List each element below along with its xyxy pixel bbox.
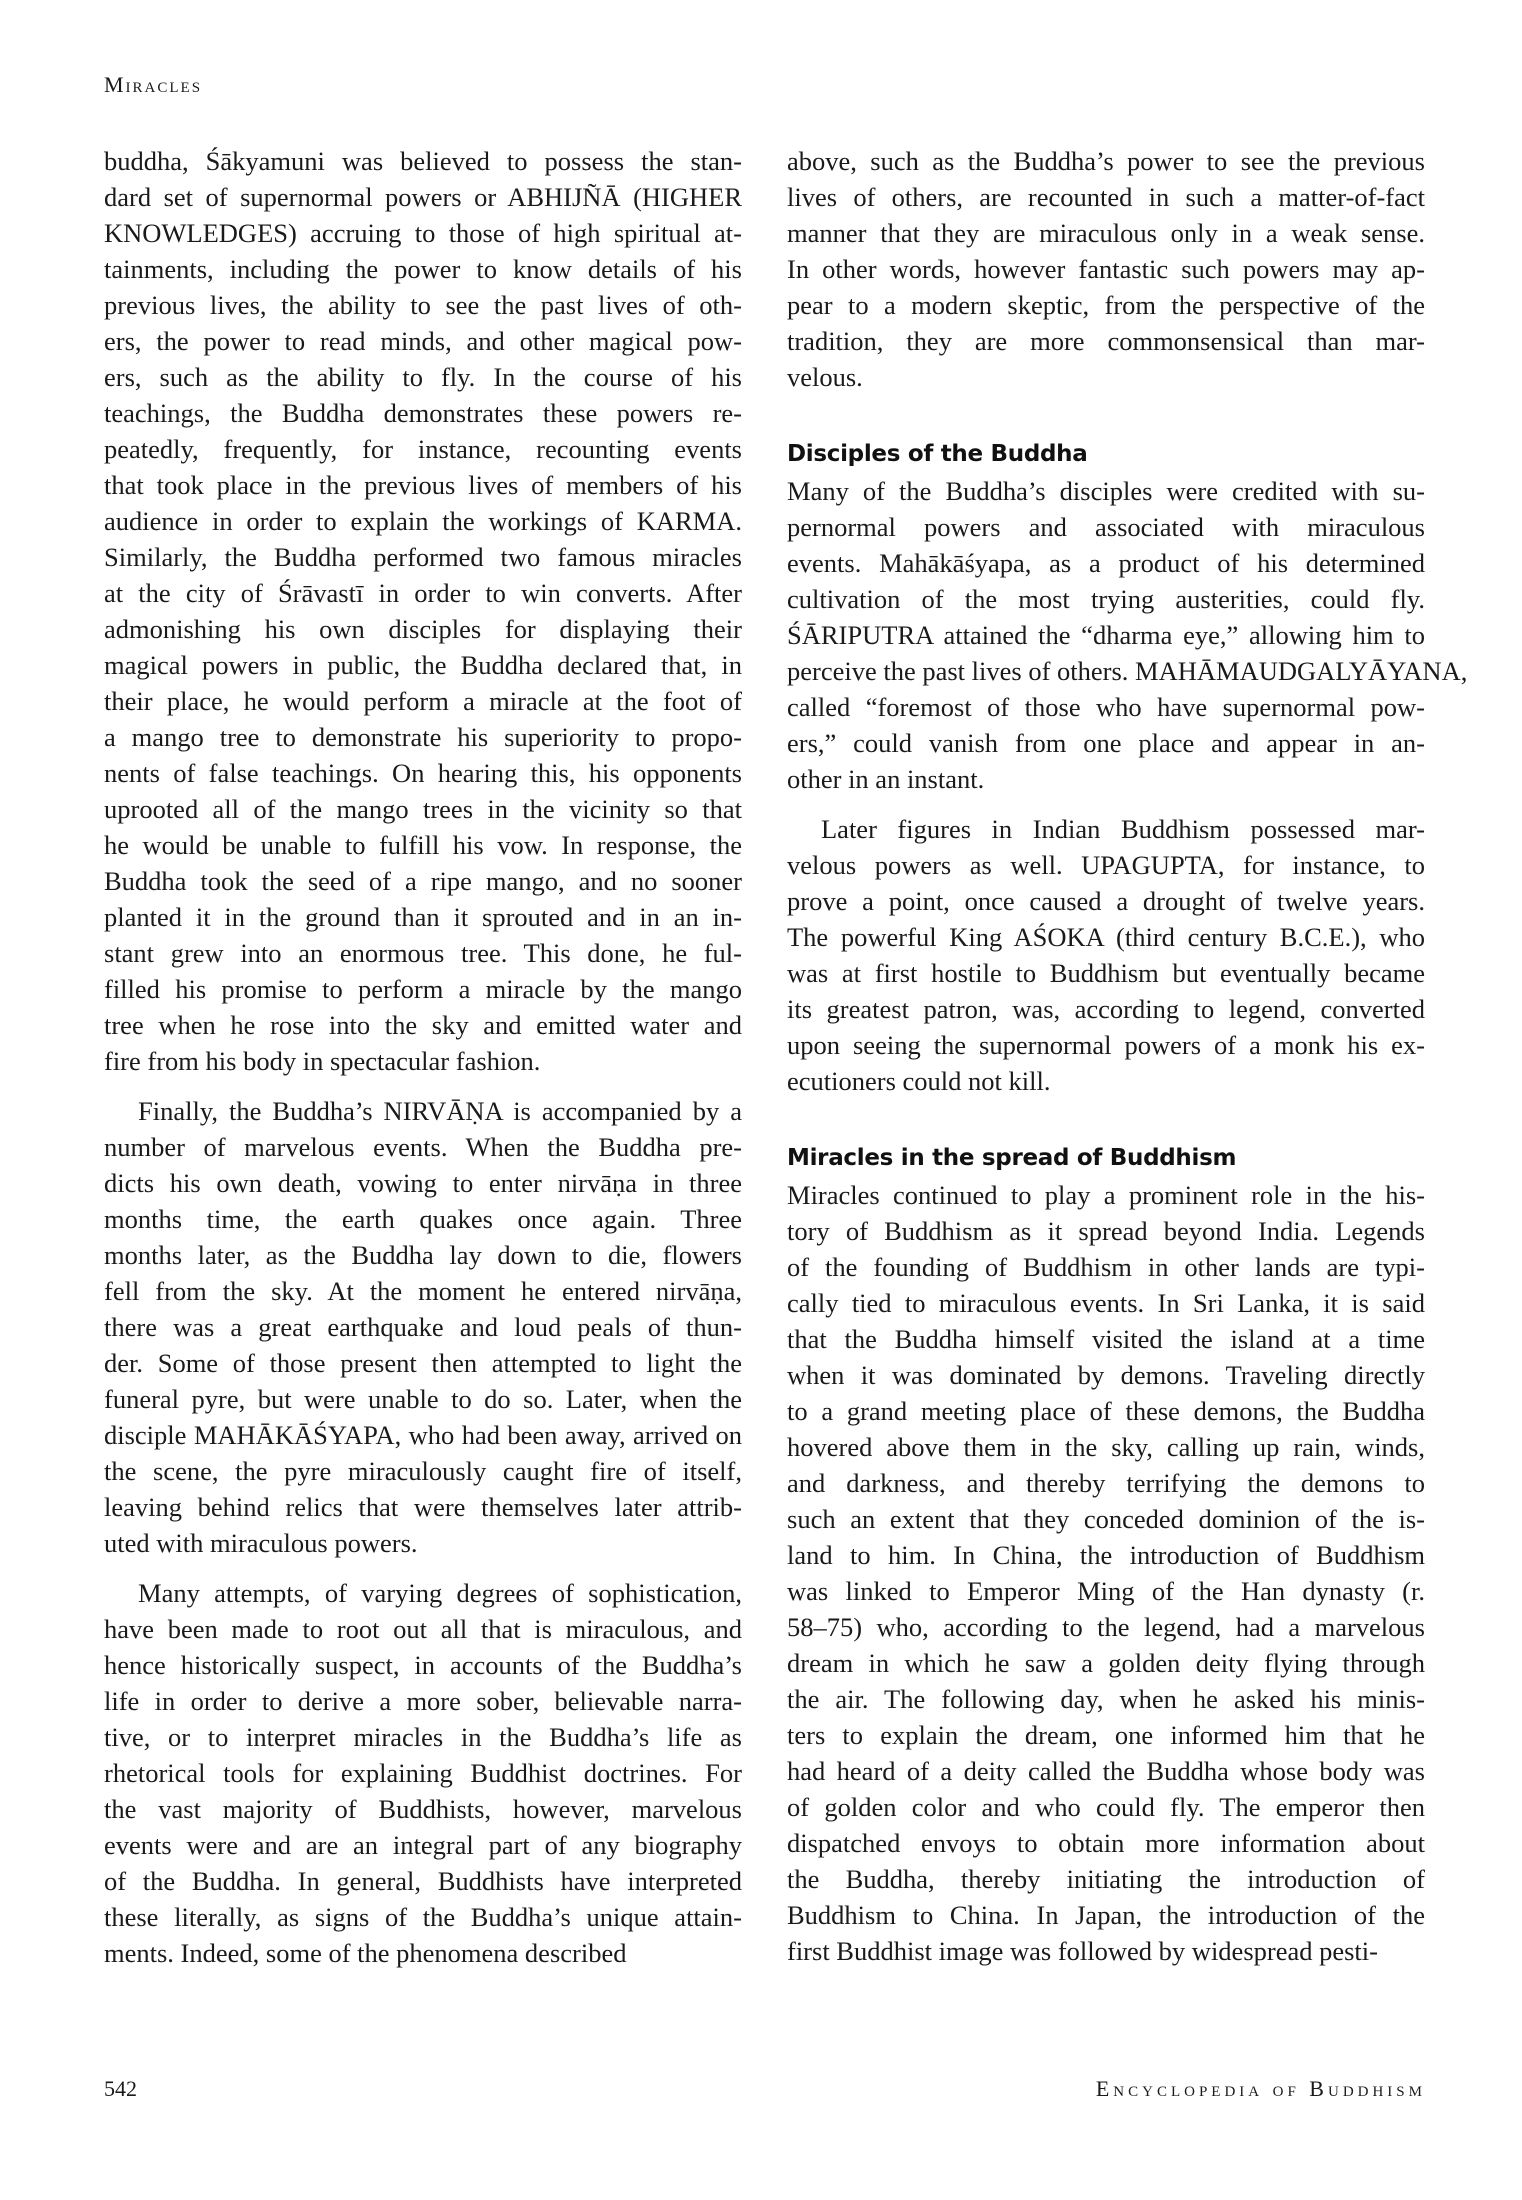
text-line: that took place in the previous lives of members of his <box>104 470 742 500</box>
text-line: prove a point, once caused a drought of twelve years. <box>787 886 1425 916</box>
text-line: tainments, including the power to know details of his <box>104 254 742 284</box>
section-heading: Disciples of the Buddha <box>787 441 1088 467</box>
text-line: cultivation of the most trying austerities, could fly. <box>787 584 1425 614</box>
text-line: Many of the Buddha’s disciples were credited with su- <box>787 476 1425 506</box>
text-line: previous lives, the ability to see the past lives of oth- <box>104 290 742 320</box>
section-heading: Miracles in the spread of Buddhism <box>787 1145 1237 1171</box>
text-line: ers,” could vanish from one place and appear in an- <box>787 728 1425 758</box>
text-line: dispatched envoys to obtain more information about <box>787 1828 1425 1858</box>
paragraph <box>104 1093 742 1561</box>
paragraph <box>787 811 1425 1099</box>
text-line: audience in order to explain the workings of KARMA. <box>104 506 742 536</box>
spacer <box>787 395 1425 435</box>
text-line: Buddhism to China. In Japan, the introduction of the <box>787 1900 1425 1930</box>
text-line: velous. <box>787 362 863 392</box>
text-line: dicts his own death, vowing to enter nirvāṇa in three <box>104 1168 742 1198</box>
publication-title: Encyclopedia of Buddhism <box>1095 2076 1426 2101</box>
text-line: cally tied to miraculous events. In Sri Lanka, it is said <box>787 1288 1425 1318</box>
text-line: uprooted all of the mango trees in the vicinity so that <box>104 794 742 824</box>
text-line: Later figures in Indian Buddhism possessed mar- <box>821 814 1425 844</box>
text-line: The powerful King AŚOKA (third century B.C.E.), who <box>787 922 1425 952</box>
text-line: there was a great earthquake and loud peals of thun- <box>104 1312 742 1342</box>
text-line: perceive the past lives of others. MAHĀMAUDGALYĀYANA, <box>787 656 1468 686</box>
paragraph <box>787 1177 1425 1969</box>
text-line: Buddha took the seed of a ripe mango, and no sooner <box>104 866 742 896</box>
text-line: manner that they are miraculous only in a weak sense. <box>787 218 1425 248</box>
text-line: land to him. In China, the introduction of Buddhism <box>787 1540 1425 1570</box>
spacer <box>787 1099 1425 1139</box>
paragraph <box>104 1575 742 1971</box>
text-line: filled his promise to perform a miracle by the mango <box>104 974 742 1004</box>
text-line: ers, such as the ability to fly. In the course of his <box>104 362 742 392</box>
text-line: 58–75) who, according to the legend, had a marvelous <box>787 1612 1425 1642</box>
text-line: tree when he rose into the sky and emitted water and <box>104 1010 742 1040</box>
text-line: pear to a modern skeptic, from the perspective of the <box>787 290 1425 320</box>
text-line: Miracles continued to play a prominent role in the his- <box>787 1180 1425 1210</box>
text-line: when it was dominated by demons. Traveling directly <box>787 1360 1425 1390</box>
text-line: months time, the earth quakes once again. Three <box>104 1204 742 1234</box>
text-line: have been made to root out all that is miraculous, and <box>104 1614 742 1644</box>
text-line: Many attempts, of varying degrees of sophistication, <box>138 1578 742 1608</box>
text-line: admonishing his own disciples for displaying their <box>104 614 742 644</box>
text-line: fire from his body in spectacular fashion. <box>104 1046 541 1076</box>
text-line: leaving behind relics that were themselves later attrib- <box>104 1492 742 1522</box>
text-line: upon seeing the supernormal powers of a monk his ex- <box>787 1030 1425 1060</box>
text-line: planted it in the ground than it sprouted and in an in- <box>104 902 742 932</box>
text-line: peatedly, frequently, for instance, recounting events <box>104 434 742 464</box>
text-line: lives of others, are recounted in such a matter-of-fact <box>787 182 1425 212</box>
text-line: In other words, however fantastic such powers may ap- <box>787 254 1425 284</box>
right-column <box>787 143 1468 1969</box>
text-line: the Buddha, thereby initiating the introduction of <box>787 1864 1425 1894</box>
text-line: velous powers as well. UPAGUPTA, for instance, to <box>787 850 1425 880</box>
text-line: tradition, they are more commonsensical than mar- <box>787 326 1425 356</box>
text-line: its greatest patron, was, according to legend, converted <box>787 994 1425 1024</box>
text-line: der. Some of those present then attempted to light the <box>104 1348 742 1378</box>
text-line: at the city of Śrāvastī in order to win converts. After <box>104 578 742 608</box>
text-line: fell from the sky. At the moment he entered nirvāṇa, <box>104 1276 742 1306</box>
text-line: of golden color and who could fly. The emperor then <box>787 1792 1425 1822</box>
text-line: pernormal powers and associated with miraculous <box>787 512 1425 542</box>
page-number: 542 <box>104 2076 137 2101</box>
text-line: tive, or to interpret miracles in the Buddha’s life as <box>104 1722 742 1752</box>
text-line: a mango tree to demonstrate his superiority to propo- <box>104 722 742 752</box>
spacer <box>787 797 1425 811</box>
text-line: number of marvelous events. When the Buddha pre- <box>104 1132 742 1162</box>
text-line: months later, as the Buddha lay down to die, flowers <box>104 1240 742 1270</box>
text-line: rhetorical tools for explaining Buddhist doctrines. For <box>104 1758 742 1788</box>
text-line: their place, he would perform a miracle at the foot of <box>104 686 742 716</box>
text-line: Similarly, the Buddha performed two famous miracles <box>104 542 742 572</box>
paragraph <box>787 473 1468 797</box>
spacer <box>104 1561 742 1575</box>
text-line: ŚĀRIPUTRA attained the “dharma eye,” allowing him to <box>787 620 1425 650</box>
text-line: dard set of supernormal powers or ABHIJÑĀ (HIGHER <box>104 182 742 212</box>
text-line: called “foremost of those who have supernormal pow- <box>787 692 1425 722</box>
text-line: buddha, Śākyamuni was believed to possess the stan- <box>104 146 742 176</box>
text-line: the vast majority of Buddhists, however, marvelous <box>104 1794 742 1824</box>
text-line: events were and are an integral part of any biography <box>104 1830 742 1860</box>
text-line: magical powers in public, the Buddha declared that, in <box>104 650 742 680</box>
text-line: tory of Buddhism as it spread beyond India. Legends <box>787 1216 1425 1246</box>
text-line: the scene, the pyre miraculously caught fire of itself, <box>104 1456 742 1486</box>
text-line: first Buddhist image was followed by widespread pesti- <box>787 1936 1378 1966</box>
text-line: uted with miraculous powers. <box>104 1528 418 1558</box>
paragraph <box>104 143 742 1079</box>
text-line: was at first hostile to Buddhism but eventually became <box>787 958 1425 988</box>
text-line: hovered above them in the sky, calling up rain, winds, <box>787 1432 1425 1462</box>
text-line: had heard of a deity called the Buddha whose body was <box>787 1756 1425 1786</box>
text-line: such an extent that they conceded dominion of the is- <box>787 1504 1425 1534</box>
text-line: hence historically suspect, in accounts of the Buddha’s <box>104 1650 742 1680</box>
text-line: life in order to derive a more sober, believable narra- <box>104 1686 742 1716</box>
text-line: Finally, the Buddha’s NIRVĀṆA is accompanied by a <box>138 1096 742 1126</box>
text-line: of the Buddha. In general, Buddhists have interpreted <box>104 1866 742 1896</box>
text-line: nents of false teachings. On hearing this, his opponents <box>104 758 742 788</box>
text-line: to a grand meeting place of these demons, the Buddha <box>787 1396 1425 1426</box>
text-line: KNOWLEDGES) accruing to those of high spiritual at- <box>104 218 742 248</box>
text-line: of the founding of Buddhism in other lands are typi- <box>787 1252 1425 1282</box>
text-line: stant grew into an enormous tree. This done, he ful- <box>104 938 742 968</box>
text-line: above, such as the Buddha’s power to see the previous <box>787 146 1425 176</box>
text-line: ers, the power to read minds, and other magical pow- <box>104 326 742 356</box>
paragraph <box>787 143 1425 395</box>
running-head: Miracles <box>104 72 203 97</box>
text-line: these literally, as signs of the Buddha’s unique attain- <box>104 1902 742 1932</box>
text-line: and darkness, and thereby terrifying the demons to <box>787 1468 1425 1498</box>
text-line: was linked to Emperor Ming of the Han dynasty (r. <box>787 1576 1425 1606</box>
left-column <box>104 143 742 1971</box>
text-line: teachings, the Buddha demonstrates these powers re- <box>104 398 742 428</box>
text-line: that the Buddha himself visited the island at a time <box>787 1324 1425 1354</box>
text-line: other in an instant. <box>787 764 985 794</box>
text-line: ments. Indeed, some of the phenomena described <box>104 1938 627 1968</box>
text-line: funeral pyre, but were unable to do so. Later, when the <box>104 1384 742 1414</box>
text-line: ecutioners could not kill. <box>787 1066 1051 1096</box>
text-line: the air. The following day, when he asked his minis- <box>787 1684 1425 1714</box>
text-line: disciple MAHĀKĀŚYAPA, who had been away, arrived on <box>104 1420 742 1450</box>
text-line: dream in which he saw a golden deity flying through <box>787 1648 1425 1678</box>
text-line: ters to explain the dream, one informed him that he <box>787 1720 1425 1750</box>
text-line: events. Mahākāśyapa, as a product of his determined <box>787 548 1425 578</box>
spacer <box>104 1079 742 1093</box>
text-line: he would be unable to fulfill his vow. In response, the <box>104 830 742 860</box>
